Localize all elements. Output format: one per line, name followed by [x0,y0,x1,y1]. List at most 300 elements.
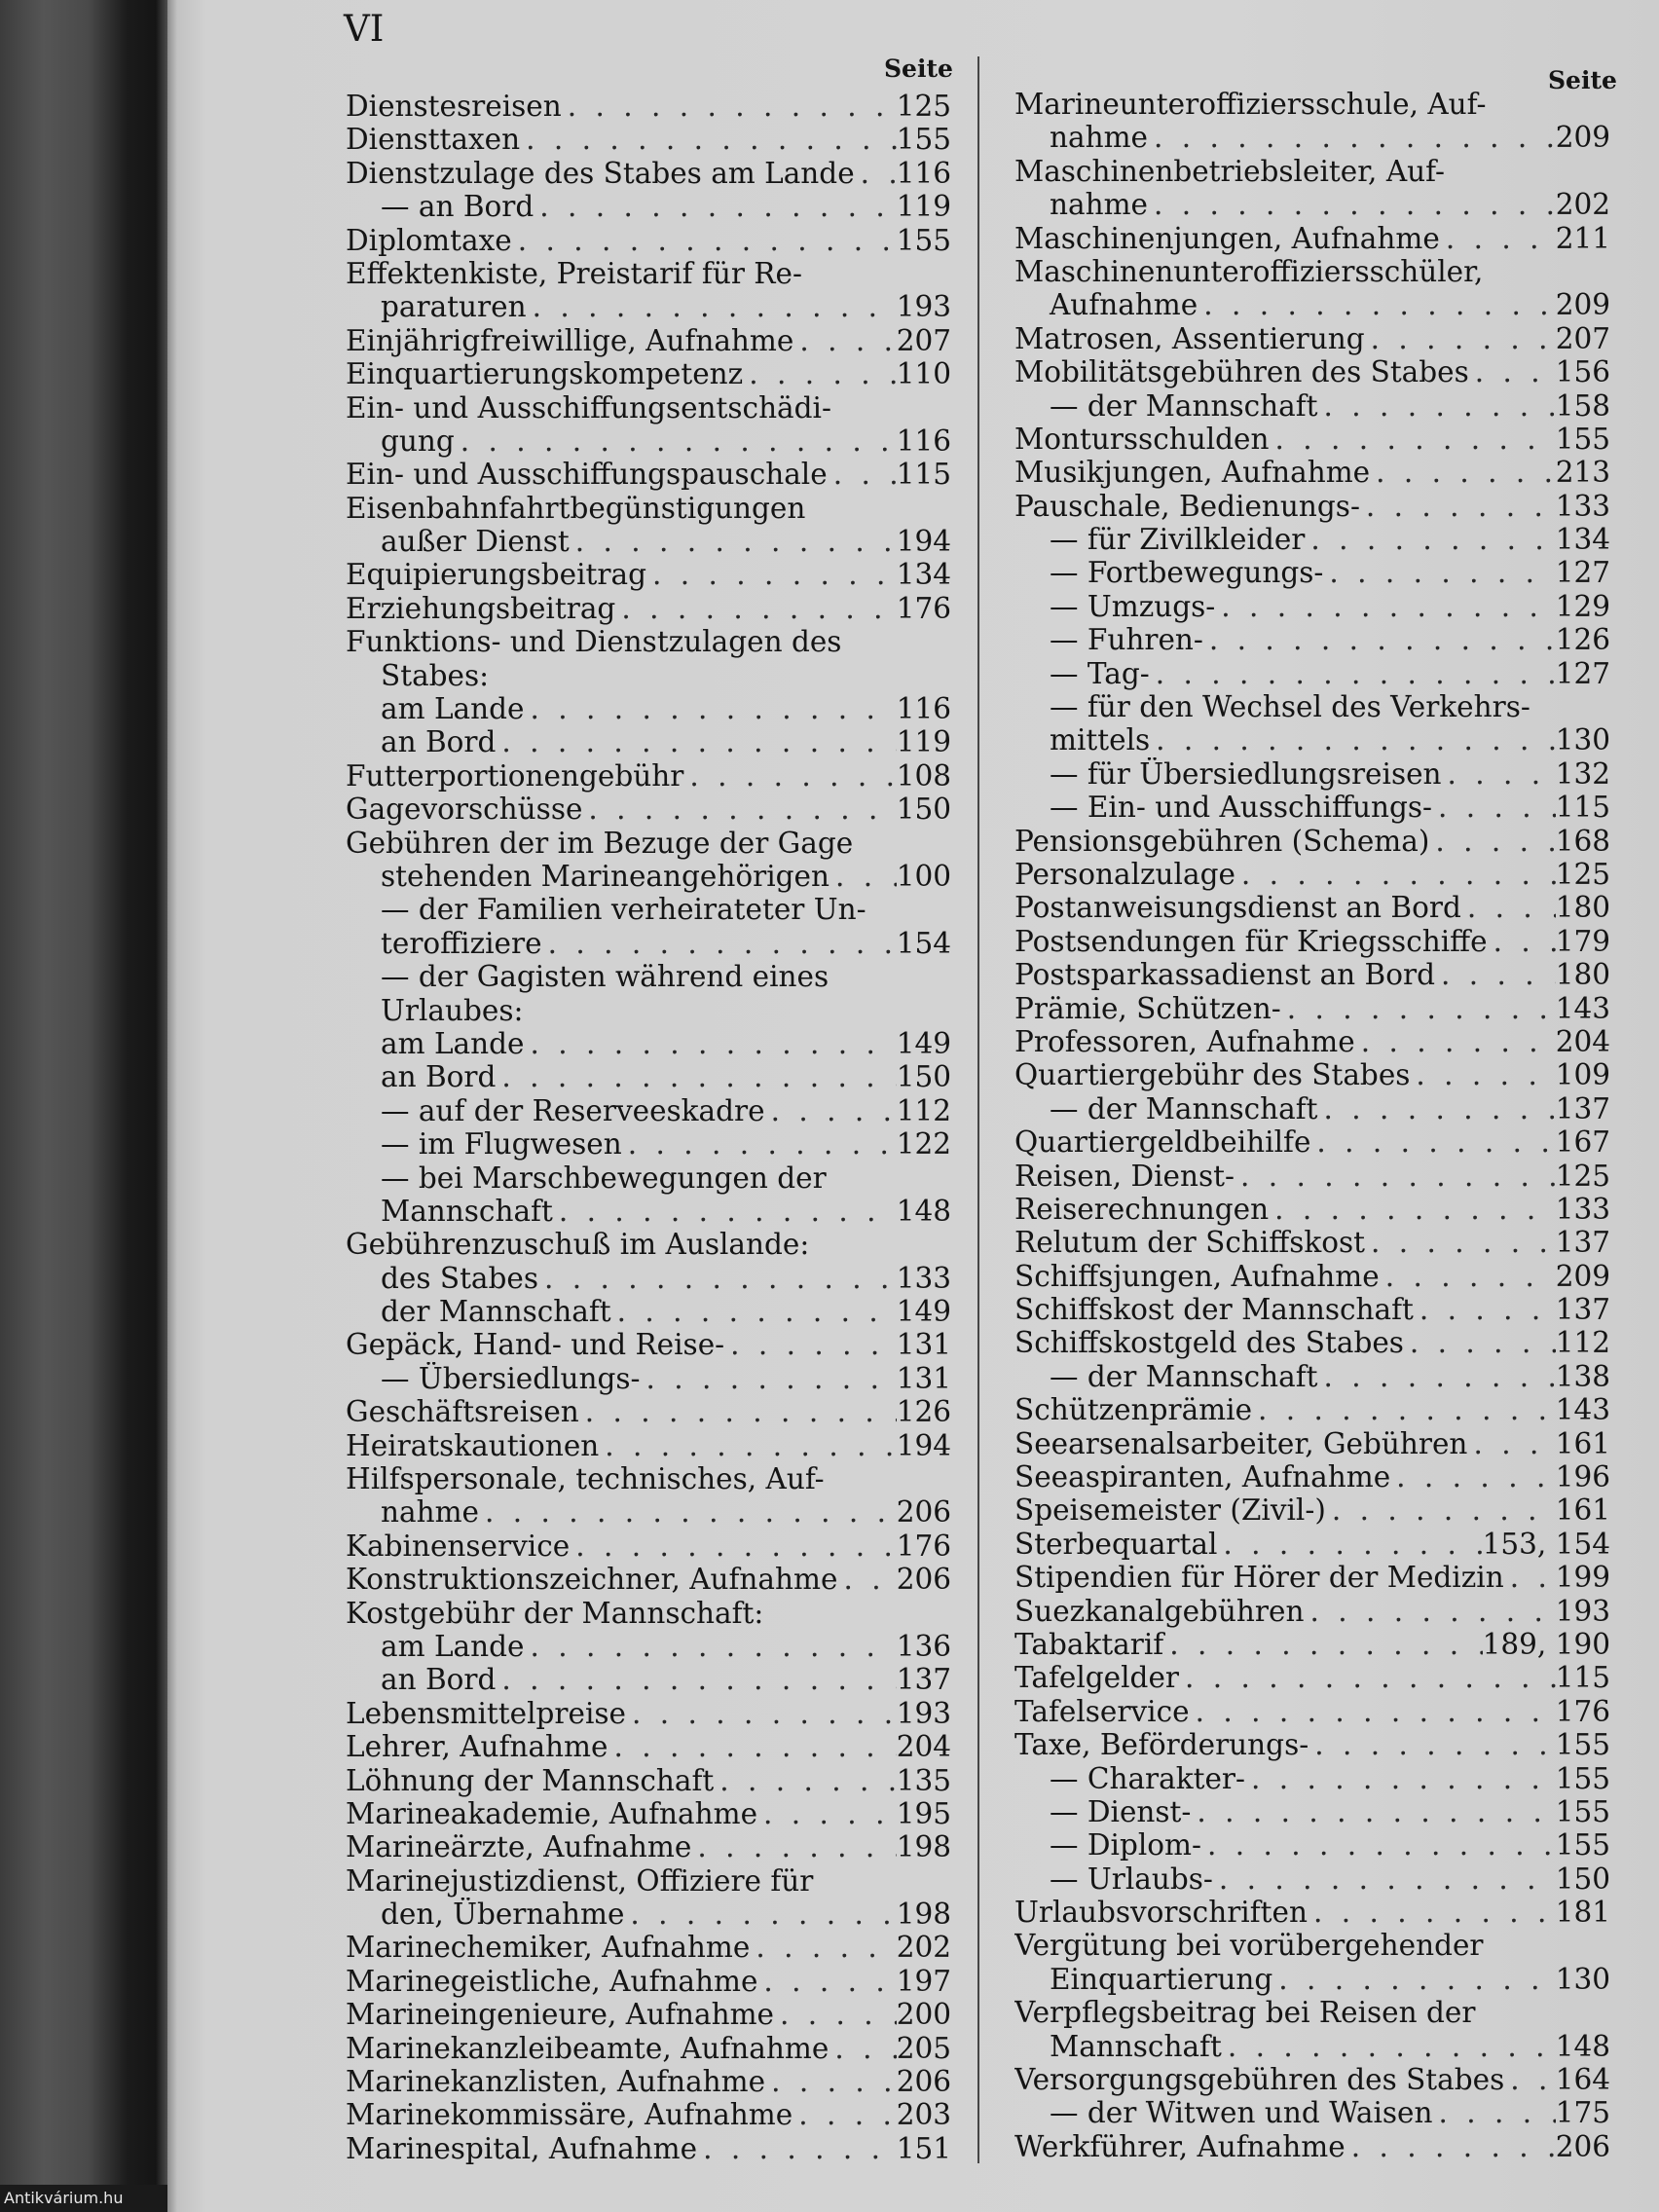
index-entry [346,2032,951,2065]
entry-label: Futterportionengebühr [346,758,684,793]
entry-label: am Lande [381,1026,525,1060]
entry-label: nahme [1050,188,1149,222]
index-entry [346,2065,951,2098]
leader-dots [1429,825,1555,858]
entry-page-number: 116 [896,424,951,458]
entry-page-number: 143 [1555,1393,1610,1427]
entry-label: Mannschaft [1050,2029,1222,2063]
index-entry [1014,1528,1610,1561]
index-entry [346,1998,951,2031]
entry-page-number: 155 [1555,422,1610,456]
index-entry [1014,255,1610,288]
entry-page-number: 133 [1555,489,1610,523]
leader-dots [626,1697,897,1730]
index-entry [346,1027,951,1060]
index-entry [346,1597,951,1630]
leader-dots [1213,1862,1556,1896]
entry-page-number: 206 [896,1495,951,1530]
entry-page-number: 196 [1555,1460,1610,1494]
entry-label: Pensionsgebühren (Schema) [1014,824,1430,858]
index-entry [1014,1193,1610,1226]
index-entry [346,525,951,558]
index-entry [346,1730,951,1763]
entry-page-number: 125 [1555,857,1610,891]
entry-label: — für den Wechsel des Verkehrs- [1050,690,1530,724]
entry-page-number: 133 [896,1261,951,1295]
entry-page-number: 193 [1555,1594,1610,1628]
leader-dots [1435,958,1556,991]
leader-dots [1326,1493,1556,1527]
left-index-column [346,90,951,2165]
entry-label: Taxe, Beförderungs- [1014,1728,1309,1762]
entry-page-number: 137 [1555,1293,1610,1327]
entry-page-number: 204 [1555,1024,1610,1058]
entry-page-number: 209 [1555,121,1610,155]
leader-dots [1305,523,1555,556]
index-entry [346,1530,951,1563]
index-entry [1014,2130,1610,2163]
index-entry [346,1931,951,1964]
index-entry [1014,1762,1610,1795]
index-entry [1014,825,1610,858]
entry-label: Marinespital, Aufnahme [346,2131,698,2165]
page-number: VI [344,8,385,50]
index-entry [1014,1058,1610,1091]
entry-label: an Bord [381,1060,497,1094]
leader-dots [1433,2096,1556,2129]
entry-label: Diensttaxen [346,123,521,157]
index-entry [346,592,951,625]
entry-page-number: 126 [1555,623,1610,657]
entry-page-number: 133 [1555,1192,1610,1226]
entry-label: Gagevorschüsse [346,793,583,827]
entry-page-number: 202 [1555,188,1610,222]
index-entry [1014,891,1610,924]
entry-label: nahme [1050,121,1149,155]
entry-label: — für Zivilkleider [1050,523,1306,557]
index-entry [1014,1929,1610,1962]
entry-label: Tabaktarif [1014,1627,1164,1661]
entry-page-number: 127 [1555,656,1610,690]
entry-page-number: 207 [896,323,951,357]
entry-label: der Mannschaft [381,1295,611,1329]
index-entry [346,692,951,725]
index-entry [1014,1795,1610,1828]
entry-label: an Bord [381,1663,497,1697]
entry-label: Urlaubes: [381,993,524,1027]
entry-label: Maschinenbetriebsleiter, Auf- [1014,154,1445,188]
entry-page-number: 116 [896,692,951,726]
leader-dots [757,1965,896,1998]
index-entry [1014,723,1610,756]
index-entry [346,1663,951,1696]
index-entry [346,1864,951,1898]
entry-label: — der Familien verheirateter Un- [381,893,866,927]
index-entry [346,1462,951,1495]
leader-dots [765,2065,897,2098]
entry-label: am Lande [381,692,525,726]
leader-dots [611,1295,897,1328]
index-entry [346,1195,951,1228]
leader-dots [570,525,897,558]
entry-label: Mobilitätsgebühren des Stabes [1014,355,1469,389]
index-entry [1014,1092,1610,1125]
entry-page-number: 202 [896,1931,951,1965]
entry-label: Postanweisungsdienst an Bord [1014,891,1461,925]
leader-dots [553,1195,897,1228]
index-entry [346,190,951,223]
leader-dots [1318,1360,1556,1393]
index-entry [1014,1025,1610,1058]
leader-dots [1440,222,1556,255]
entry-label: den, Übernahme [381,1898,625,1932]
index-entry [346,1563,951,1596]
index-entry [346,1060,951,1093]
entry-page-number: 206 [896,2065,951,2099]
entry-label: Reiserechnungen [1014,1192,1270,1226]
index-entry [346,725,951,758]
index-entry [1014,1695,1610,1728]
entry-label: Einquartierungskompetenz [346,357,744,391]
leader-dots [1148,188,1556,221]
leader-dots [524,1630,896,1663]
entry-page-number: 151 [896,2131,951,2165]
entry-page-number: 211 [1555,221,1610,255]
index-entry [346,1094,951,1127]
entry-page-number: 130 [1555,723,1610,757]
entry-label: Vergütung bei vorübergehender [1014,1929,1484,1963]
entry-page-number: 115 [1555,1661,1610,1695]
leader-dots [496,725,896,758]
entry-label: Hilfspersonale, technisches, Auf- [346,1462,825,1496]
index-entry [1014,456,1610,489]
leader-dots [1346,2130,1556,2163]
leader-dots [1235,1160,1556,1193]
entry-label: — Fuhren- [1050,623,1203,657]
entry-page-number: 150 [896,793,951,827]
entry-page-number: 189, 190 [1482,1627,1610,1661]
index-entry [346,659,951,692]
entry-label: Marineakademie, Aufnahme [346,1796,758,1830]
index-entry [1014,1561,1610,1594]
entry-label: Versorgungsgebühren des Stabes [1014,2063,1505,2097]
leader-dots [1370,456,1556,489]
index-entry [346,793,951,826]
entry-page-number: 119 [896,190,951,224]
index-entry [346,1262,951,1295]
entry-label: Erziehungsbeitrag [346,591,616,625]
index-entry [346,1830,951,1863]
index-entry [1014,1260,1610,1293]
entry-label: Urlaubsvorschriften [1014,1896,1308,1930]
entry-label: — Tag- [1050,656,1150,690]
index-entry [1014,958,1610,991]
entry-page-number: 181 [1555,1896,1610,1930]
entry-page-number: 204 [896,1730,951,1764]
leader-dots [1245,1762,1556,1795]
entry-label: gung [381,424,455,458]
entry-page-number: 213 [1555,456,1610,490]
leader-dots [1365,322,1556,355]
leader-dots [1163,1628,1482,1661]
index-entry [1014,288,1610,321]
index-entry [1014,590,1610,623]
leader-dots [691,1830,896,1863]
entry-page-number: 176 [896,591,951,625]
index-entry [346,324,951,357]
entry-label: — der Gagisten während eines [381,960,830,994]
entry-page-number: 206 [896,1563,951,1597]
entry-label: Schiffskost der Mannschaft [1014,1293,1414,1327]
index-entry [346,90,951,123]
leader-dots [1190,1695,1556,1728]
entry-label: — im Flugwesen [381,1127,622,1161]
index-entry [346,224,951,257]
index-entry [1014,791,1610,824]
index-entry [1014,1661,1610,1694]
entry-label: — Dienst- [1050,1794,1192,1828]
leader-dots [1179,1661,1556,1694]
leader-dots [1309,1728,1556,1761]
entry-label: Montursschulden [1014,422,1270,456]
entry-page-number: 131 [896,1328,951,1362]
leader-dots [1272,1963,1555,1996]
entry-page-number: 164 [1555,2063,1610,2097]
entry-label: Marinechemiker, Aufnahme [346,1931,751,1965]
leader-dots [1148,121,1556,154]
index-entry [1014,1828,1610,1862]
entry-label: Funktions- und Dienstzulagen des [346,625,842,659]
entry-page-number: 161 [1555,1426,1610,1460]
entry-label: mittels [1050,723,1151,757]
index-entry [346,960,951,993]
index-entry [1014,1326,1610,1359]
leader-dots [743,357,896,390]
leader-dots [1380,1260,1556,1293]
index-entry [1014,322,1610,355]
index-entry [346,391,951,424]
entry-label: Professoren, Aufnahme [1014,1024,1355,1058]
leader-dots [527,290,897,323]
entry-page-number: 127 [1555,556,1610,590]
entry-label: Marineärzte, Aufnahme [346,1830,692,1864]
entry-page-number: 197 [896,1964,951,1998]
leader-dots [1198,288,1555,321]
entry-page-number: 116 [896,156,951,190]
leader-dots [1304,1595,1555,1628]
entry-label: teroffiziere [381,926,542,960]
leader-dots [837,1563,896,1596]
index-entry [1014,1360,1610,1393]
entry-label: Kostgebühr der Mannschaft: [346,1596,764,1630]
index-entry [1014,1226,1610,1259]
entry-page-number: 115 [896,458,951,492]
entry-page-number: 125 [1555,1159,1610,1193]
index-entry [1014,88,1610,121]
leader-dots [757,1797,897,1830]
leader-dots [1432,791,1556,824]
index-entry [1014,1493,1610,1527]
entry-page-number: 155 [1555,1828,1610,1862]
index-entry [346,1295,951,1328]
entry-page-number: 209 [1555,1259,1610,1293]
entry-label: Löhnung der Mannschaft [346,1763,715,1797]
entry-label: Personalzulage [1014,857,1235,891]
entry-label: Gebühren der im Bezuge der Gage [346,826,854,860]
index-entry [1014,925,1610,958]
entry-page-number: 155 [896,123,951,157]
entry-page-number: 209 [1555,288,1610,322]
index-entry [346,994,951,1027]
leader-dots [765,1094,897,1127]
entry-label: des Stabes [381,1261,538,1295]
entry-page-number: 199 [1555,1561,1610,1595]
leader-dots [855,157,897,190]
entry-label: — Übersiedlungs- [381,1361,641,1395]
entry-page-number: 109 [1555,1058,1610,1092]
entry-label: Maschinenunteroffiziersschüler, [1014,254,1484,288]
index-entry [346,1495,951,1529]
entry-page-number: 167 [1555,1125,1610,1160]
entry-label: Quartiergeldbeihilfe [1014,1125,1311,1160]
entry-label: Tafelservice [1014,1694,1190,1728]
entry-label: Kabinenservice [346,1529,571,1563]
entry-label: — an Bord [381,190,535,224]
index-entry [1014,657,1610,690]
entry-label: Einjährigfreiwillige, Aufnahme [346,323,794,357]
leader-dots [750,1931,896,1964]
index-entry [1014,1460,1610,1493]
entry-label: Tafelgelder [1014,1661,1180,1695]
entry-page-number: 149 [896,1295,951,1329]
entry-label: Marinekanzlisten, Aufnahme [346,2065,766,2099]
entry-label: Postsparkassadienst an Bord [1014,958,1435,992]
leader-dots [524,1027,896,1060]
leader-dots [1217,1528,1482,1561]
leader-dots [496,1060,896,1093]
index-entry [346,1797,951,1830]
entry-label: Seeaspiranten, Aufnahme [1014,1460,1391,1494]
entry-page-number: 168 [1555,824,1610,858]
entry-label: Aufnahme [1050,288,1198,322]
entry-page-number: 131 [896,1361,951,1395]
index-entry [1014,188,1610,221]
leader-dots [1461,891,1556,924]
entry-label: Verpflegsbeitrag bei Reisen der [1014,1996,1476,2030]
entry-label: Speisemeister (Zivil-) [1014,1493,1326,1528]
index-entry [1014,423,1610,456]
entry-label: Reisen, Dienst- [1014,1159,1235,1193]
leader-dots [534,190,896,223]
index-entry [1014,1728,1610,1761]
entry-label: Marinejustizdienst, Offiziere für [346,1863,814,1898]
leader-dots [1281,992,1556,1025]
leader-dots [1150,723,1556,756]
leader-dots [624,1898,896,1931]
entry-page-number: 130 [1555,1962,1610,1996]
index-entry [346,625,951,658]
index-entry [1014,2030,1610,2063]
entry-label: — Umzugs- [1050,589,1216,623]
entry-label: Suezkanalgebühren [1014,1594,1305,1628]
leader-dots [562,90,897,123]
index-entry [346,2098,951,2131]
leader-dots [1323,556,1555,589]
entry-label: Musikjungen, Aufnahme [1014,456,1371,490]
entry-label: Dienstesreisen [346,90,562,123]
index-entry [1014,155,1610,188]
index-entry [1014,1963,1610,1996]
entry-label: Pauschale, Bedienungs- [1014,489,1360,523]
entry-page-number: 206 [1555,2129,1610,2163]
entry-page-number: 125 [896,90,951,123]
entry-page-number: 155 [1555,1761,1610,1795]
entry-page-number: 155 [896,223,951,257]
entry-page-number: 198 [896,1830,951,1864]
leader-dots [793,2098,896,2131]
index-entry [1014,1427,1610,1460]
leader-dots [582,793,896,826]
entry-page-number: 198 [896,1898,951,1932]
index-entry [346,1161,951,1195]
entry-label: stehenden Marineangehörigen [381,859,830,893]
leader-dots [1215,590,1555,623]
index-entry [1014,1862,1610,1896]
entry-label: nahme [381,1495,480,1530]
entry-label: Ein- und Ausschiffungspauschale [346,458,828,492]
entry-label: — Fortbewegungs- [1050,556,1324,590]
entry-page-number: 176 [1555,1694,1610,1728]
entry-page-number: 200 [896,1998,951,2032]
entry-page-number: 180 [1555,891,1610,925]
entry-label: Schiffskostgeld des Stabes [1014,1326,1404,1360]
entry-page-number: 193 [896,1696,951,1730]
index-entry [346,558,951,591]
index-entry [346,1228,951,1261]
index-entry [346,827,951,860]
entry-label: Quartiergebühr des Stabes [1014,1058,1411,1092]
entry-label: — für Übersiedlungsreisen [1050,756,1442,791]
right-column-header: Seite [1548,66,1617,94]
entry-page-number: 148 [1555,2029,1610,2063]
leader-dots [542,927,897,960]
index-entry [346,1697,951,1730]
leader-dots [1252,1393,1556,1426]
index-entry [346,1630,951,1663]
entry-label: außer Dienst [381,525,570,559]
entry-page-number: 132 [1555,756,1610,791]
leader-dots [1504,2063,1555,2096]
index-entry [1014,1293,1610,1326]
entry-page-number: 137 [1555,1226,1610,1260]
entry-label: — Diplom- [1050,1828,1201,1862]
entry-page-number: 203 [896,2098,951,2132]
entry-label: Lehrer, Aufnahme [346,1730,608,1764]
entry-label: — der Mannschaft [1050,388,1318,423]
entry-page-number: 135 [896,1763,951,1797]
leader-dots [646,558,897,591]
entry-label: Konstruktionszeichner, Aufnahme [346,1563,838,1597]
leader-dots [479,1495,897,1529]
leader-dots [1414,1293,1556,1326]
entry-label: Eisenbahnfahrtbegünstigungen [346,491,806,525]
entry-page-number: 154 [896,926,951,960]
leader-dots [608,1730,896,1763]
index-entry [1014,523,1610,556]
index-entry [1014,355,1610,388]
entry-label: Gebührenzuschuß im Auslande: [346,1228,810,1262]
leader-dots [599,1429,896,1462]
